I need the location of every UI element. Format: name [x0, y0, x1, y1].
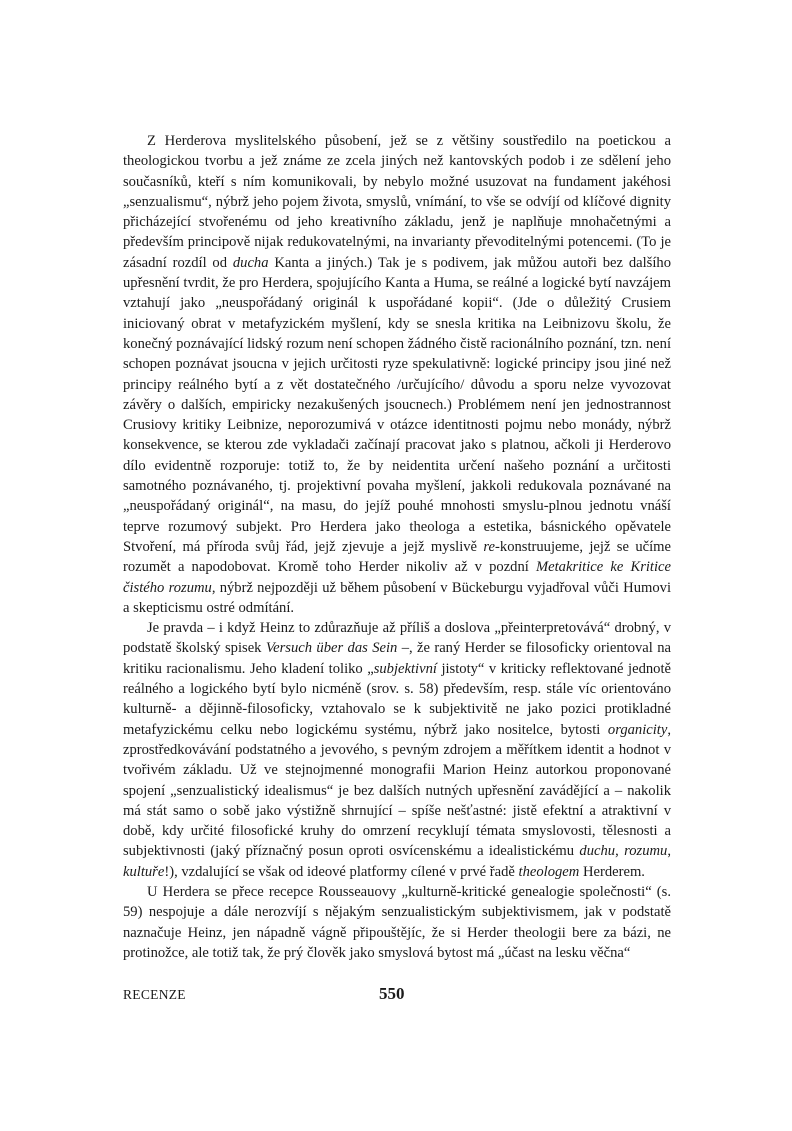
paragraph-2: [123, 618, 671, 882]
text-run: Herderem.: [579, 863, 645, 880]
text-run: ,: [615, 843, 625, 860]
italic-term: Metakritice ke Kritice čistého rozumu: [123, 559, 672, 596]
text-run: ,: [667, 843, 672, 860]
text-run: –, že raný Herder se filosoficky orientoval na kritiku racionalismu. Jeho kladení toliko „: [123, 640, 671, 677]
italic-term: re: [483, 538, 496, 555]
page-number: 550: [379, 984, 405, 1003]
italic-term: ducha: [232, 254, 269, 271]
text-run: , zprostředkovávání podstatného a jevového, s pevným zdrojem a měřítkem identit a hodnot v tvořivém základu. Už ve stejnojmenné monografii Marion Heinz autorkou proponované spojení „senzualistický idealismus“ je bez dalších nutných upřesnění zavádějící a – nakolik má stát samo o sobě jako výstižně shrnující – spíše nešťastné: jistě efektní a atraktivní v době, kdy určité filosofické kruhy do omrzení recyklují témata smyslovosti, tělesnosti a subjektivnosti (jaký příznačný posun oproti osvícenskému a idealistickému: [123, 721, 671, 860]
italic-term: rozumu: [624, 843, 668, 860]
text-run: Kanta a jiných.) Tak je s podivem, jak můžou autoři bez dalšího upřesnění tvrdit, že pro Herdera, spojujícího Kanta a Huma, se reálné a logické bytí navzájem vztahují jako „neuspořádaný originál k uspořádané kopii“. (Jde o důležitý Crusiem iniciovaný obrat v metafyzickém myšlení, kdy se snesla kritika na Leibnizovu školu, že konečný poznávající lidský rozum není schopen žádného čistě racionálního poznání, tzn. není schopen poznávat jsoucna v jejich určitosti ryze spekulativně: logické principy jsou jiné než principy reálného bytí a z vět dostatečného /určujícího/ důvodu a sporu nelze vyvozovat závěry o dalších, empiricky nezakušených jsoucnech.) Problémem není jen jednostrannost Crusiovy kritiky Leibnize, neporozumivá v otázce identitnosti pojmu nebo monády, nýbrž konsekvence, se kterou zde vykladači začínají pracovat jako s platnou, ačkoli ji Herderovo dílo evidentně rozporuje: totiž to, že by neidentita určení našeho poznání a určitosti samotného poznávaného, tj. projektivní povaha myšlení, jakkoli redukovala poznávané na „neuspořádaný originál“, na masu, do jejíž pouhé mnohosti smyslu-plnou jednotu vnáší teprve rozumový subjekt. Pro Herdera jako theologa a estetika, básnického opěvatele Stvoření, má příroda svůj řád, jejž zjevuje a jejž myslivě: [123, 254, 671, 555]
italic-term: theologem: [518, 863, 580, 880]
text-run: jistoty“ v kriticky reflektované jednotě reálného a logického bytí bylo nicméně (srov. s. 58) především, resp. stále víc orientováno kulturně- a dějinně-filosoficky, vztahovalo se k subjektivitě ne jako pozici protikladné metafyzickému celku nebo logickému systému, nýbrž jako nositelce, bytosti: [123, 660, 671, 738]
italic-term: kultuře: [123, 863, 165, 880]
text-run: U Herdera se přece recepce Rousseauovy „kulturně-kritické genealogie společnosti“ (s. 59) nespojuje a dále nerozvíjí s nějakým senzualistickým subjektivismem, jak v podstatě naznačuje Heinz, jen nápadně vágně připouštějíc, že si Herder theologii bere za bázi, ne protinožce, ale totiž tak, že prý člověk jako smyslová bytost má „účast na lesku věčna“: [123, 883, 671, 961]
text-run: , nýbrž nejpozději už během působení v Bückeburgu vyjadřoval vůči Humovi a skepticismu ostré odmítání.: [123, 579, 671, 616]
text-run: Z Herderova myslitelského působení, jež se z většiny soustředilo na poetickou a theologickou tvorbu a jež známe ze zcela jiných než kantovských podob i ze sdělení jeho současníků, kteří s ním komunikovali, by nebylo možné usuzovat na fundament jakéhosi „senzualismu“, nýbrž jeho pojem života, smyslů, vnímání, to vše se odvíjí od klíčové dignity přicházející stvořenému od jeho kreativního základu, jenž je naplňuje mnohačetnými a především principově nijak redukovatelnými, na invarianty převoditelnými potencemi. (To je zásadní rozdíl od: [123, 133, 671, 271]
body-text: [123, 131, 671, 963]
italic-term: Versuch über das Sein: [265, 640, 398, 657]
running-footer-section: RECENZE: [123, 987, 186, 1002]
italic-term: subjektivní: [373, 660, 437, 677]
paragraph-1: [123, 131, 671, 618]
text-run: !), vzdalující se však od ideové platformy cílené v prvé řadě: [164, 863, 519, 880]
text-run: Je pravda – i když Heinz to zdůrazňuje až příliš a doslova „přeinterpretovává“ drobný, v podstatě školský spisek: [123, 620, 671, 657]
paragraph-3: [123, 882, 671, 963]
italic-term: duchu: [579, 843, 616, 860]
text-run: -konstruujeme, jejž se učíme rozumět a napodobovat. Kromě toho Herder nikoliv až v pozdní: [123, 538, 671, 576]
italic-term: organicity: [607, 721, 668, 738]
